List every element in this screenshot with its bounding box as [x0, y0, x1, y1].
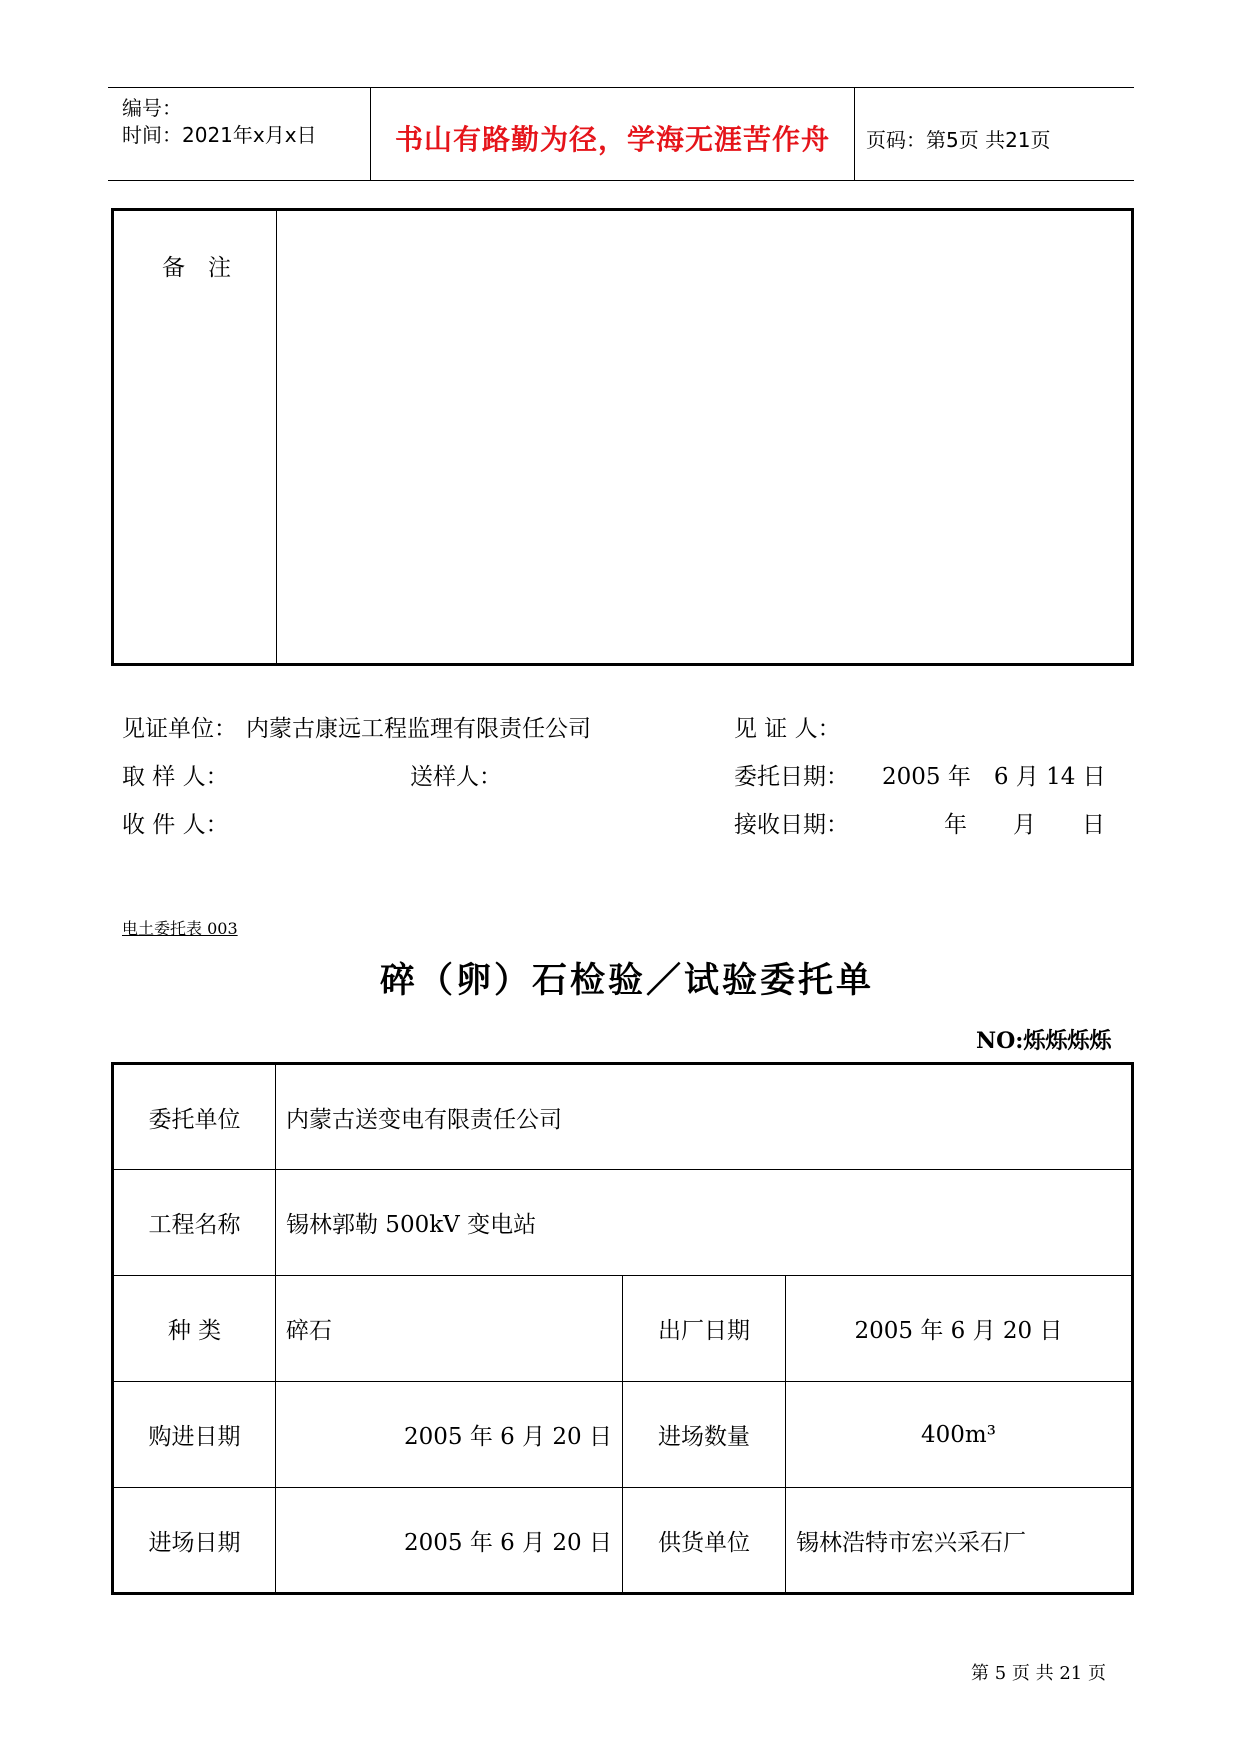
table-row: [113, 1488, 1133, 1594]
remarks-label: 备 注: [162, 255, 231, 281]
receive-date-value: 年 月 日: [944, 812, 1105, 838]
type-label: 种 类: [113, 1276, 276, 1382]
quantity-value: 400m³: [786, 1382, 1133, 1488]
purchase-date-label: 购进日期: [113, 1382, 276, 1488]
client-value: 内蒙古送变电有限责任公司: [276, 1064, 1133, 1170]
witness-unit-value: 内蒙古康远工程监理有限责任公司: [246, 716, 591, 742]
factory-date-label: 出厂日期: [623, 1276, 786, 1382]
header-bottom-rule: [108, 180, 1134, 181]
project-label: 工程名称: [113, 1170, 276, 1276]
header-divider-left: [370, 87, 371, 181]
footer-page-number: 第 5 页 共 21 页: [971, 1663, 1106, 1684]
table-row: [113, 1064, 1133, 1170]
form-no-label: NO:烁烁烁烁: [976, 1028, 1112, 1054]
type-value: 碎石: [276, 1276, 623, 1382]
receive-date-label: 接收日期：: [734, 812, 849, 838]
receiver-label: 收 件 人：: [122, 812, 229, 838]
header-motto: 书山有路勤为径，学海无涯苦作舟: [395, 123, 831, 156]
entrust-date-value: 2005 年 6 月 14 日: [882, 764, 1106, 790]
form-number: 电土委托表 003: [122, 919, 238, 938]
supplier-label: 供货单位: [623, 1488, 786, 1594]
client-label: 委托单位: [113, 1064, 276, 1170]
table-row: [113, 1382, 1133, 1488]
witness-person-label: 见 证 人：: [734, 716, 841, 742]
quantity-label: 进场数量: [623, 1382, 786, 1488]
supplier-value: 锡林浩特市宏兴采石厂: [786, 1488, 1133, 1594]
header-time-label: 时间：2021年x月x日: [122, 123, 317, 147]
purchase-date-value: 2005 年 6 月 20 日: [276, 1382, 623, 1488]
remarks-divider: [276, 211, 277, 663]
table-row: [113, 1170, 1133, 1276]
table-row: [113, 1276, 1133, 1382]
header-page-label: 页码：第5页 共21页: [866, 128, 1051, 152]
project-value: 锡林郭勒 500kV 变电站: [276, 1170, 1133, 1276]
header-code-label: 编号：: [122, 96, 182, 120]
remarks-box: [111, 208, 1134, 666]
header-top-rule: [108, 87, 1134, 88]
entrust-form-table: [111, 1062, 1134, 1595]
form-title: 碎（卵）石检验／试验委托单: [380, 960, 875, 1001]
entry-date-value: 2005 年 6 月 20 日: [276, 1488, 623, 1594]
factory-date-value: 2005 年 6 月 20 日: [786, 1276, 1133, 1382]
entry-date-label: 进场日期: [113, 1488, 276, 1594]
entrust-date-label: 委托日期：: [734, 764, 849, 790]
witness-unit-label: 见证单位：: [122, 716, 237, 742]
sender-label: 送样人：: [410, 764, 502, 790]
header-divider-right: [854, 87, 855, 181]
sampler-label: 取 样 人：: [122, 764, 229, 790]
